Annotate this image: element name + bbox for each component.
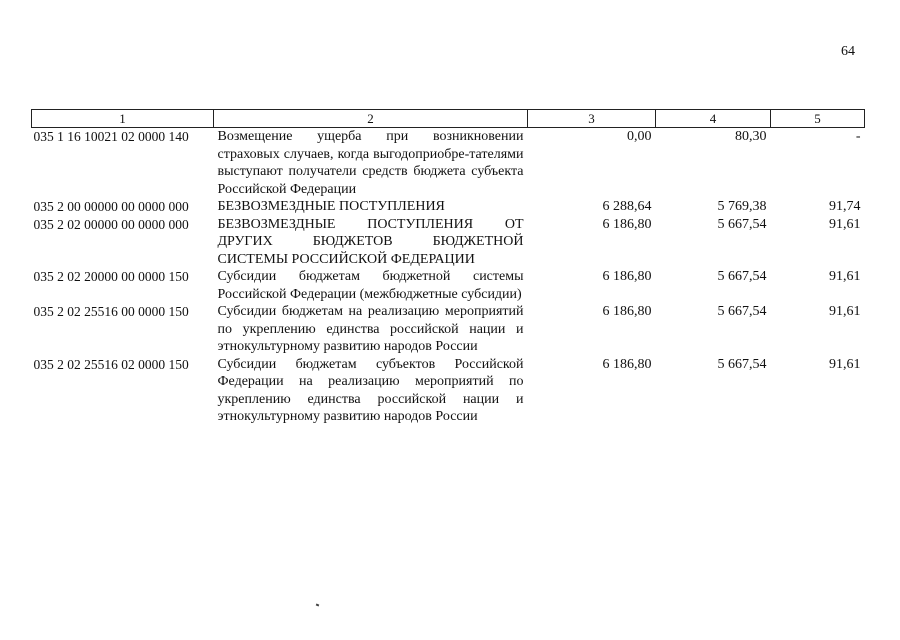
row-description: БЕЗВОЗМЕЗДНЫЕ ПОСТУПЛЕНИЯ — [217, 199, 445, 214]
budget-code: 035 2 02 20000 00 0000 150 — [33, 269, 189, 284]
value-col5: - — [855, 129, 861, 144]
budget-code: 035 2 02 25516 00 0000 150 — [33, 304, 189, 319]
table-row — [32, 128, 865, 199]
budget-code: 035 2 02 00000 00 0000 000 — [33, 216, 189, 232]
value-col5: 91,61 — [829, 269, 861, 284]
column-header-2: 2 — [214, 110, 528, 128]
value-col5: 91,74 — [829, 199, 861, 214]
budget-code: 035 2 02 25516 02 0000 150 — [33, 356, 189, 372]
value-col5: 91,61 — [829, 304, 861, 319]
value-col3: 6 186,80 — [602, 304, 652, 319]
budget-code: 035 1 16 10021 02 0000 140 — [33, 129, 189, 144]
value-col4: 5 667,54 — [717, 356, 767, 372]
value-col5: 91,61 — [829, 356, 861, 372]
value-col3: 0,00 — [627, 129, 652, 144]
value-col4: 80,30 — [735, 129, 767, 144]
column-header-3: 3 — [528, 110, 656, 128]
value-col5: 91,61 — [829, 216, 861, 232]
budget-table — [31, 109, 865, 426]
row-description: Возмещение ущерба при возникновении страховых случаев, когда выгодоприобре-тателями выступают получатели средств бюджета субъекта Российской Федерации — [217, 129, 524, 197]
table-row — [32, 216, 865, 269]
value-col3: 6 186,80 — [602, 269, 652, 284]
row-description: Субсидии бюджетам субъектов Российской Федерации на реализацию мероприятий по укреплению единства российской нации и этнокультурному развитию народов России — [217, 356, 524, 424]
value-col3: 6 186,80 — [602, 216, 652, 232]
table-header — [32, 110, 865, 128]
budget-code: 035 2 00 00000 00 0000 000 — [33, 199, 189, 214]
table-row — [32, 303, 865, 356]
value-col4: 5 667,54 — [717, 269, 767, 284]
table-row — [32, 356, 865, 426]
value-col4: 5 667,54 — [717, 304, 767, 319]
table-body — [32, 128, 865, 426]
value-col3: 6 186,80 — [602, 356, 652, 372]
row-description: Субсидии бюджетам на реализацию мероприятий по укреплению единства российской нации и этнокультурному развитию народов России — [217, 304, 524, 354]
column-header-5: 5 — [771, 110, 865, 128]
row-description: Субсидии бюджетам бюджетной системы Российской Федерации (межбюджетные субсидии) — [217, 269, 524, 302]
column-header-1: 1 — [32, 110, 214, 128]
table-row — [32, 268, 865, 303]
scan-mark — [316, 604, 320, 607]
value-col4: 5 769,38 — [717, 199, 767, 214]
row-description: БЕЗВОЗМЕЗДНЫЕ ПОСТУПЛЕНИЯ ОТ ДРУГИХ БЮДЖЕТОВ БЮДЖЕТНОЙ СИСТЕМЫ РОССИЙСКОЙ ФЕДЕРАЦИИ — [217, 216, 524, 267]
table-row — [32, 198, 865, 216]
value-col3: 6 288,64 — [602, 199, 652, 214]
column-header-4: 4 — [656, 110, 771, 128]
header-row — [32, 110, 865, 128]
page-number: 64 — [841, 44, 855, 59]
value-col4: 5 667,54 — [717, 216, 767, 232]
